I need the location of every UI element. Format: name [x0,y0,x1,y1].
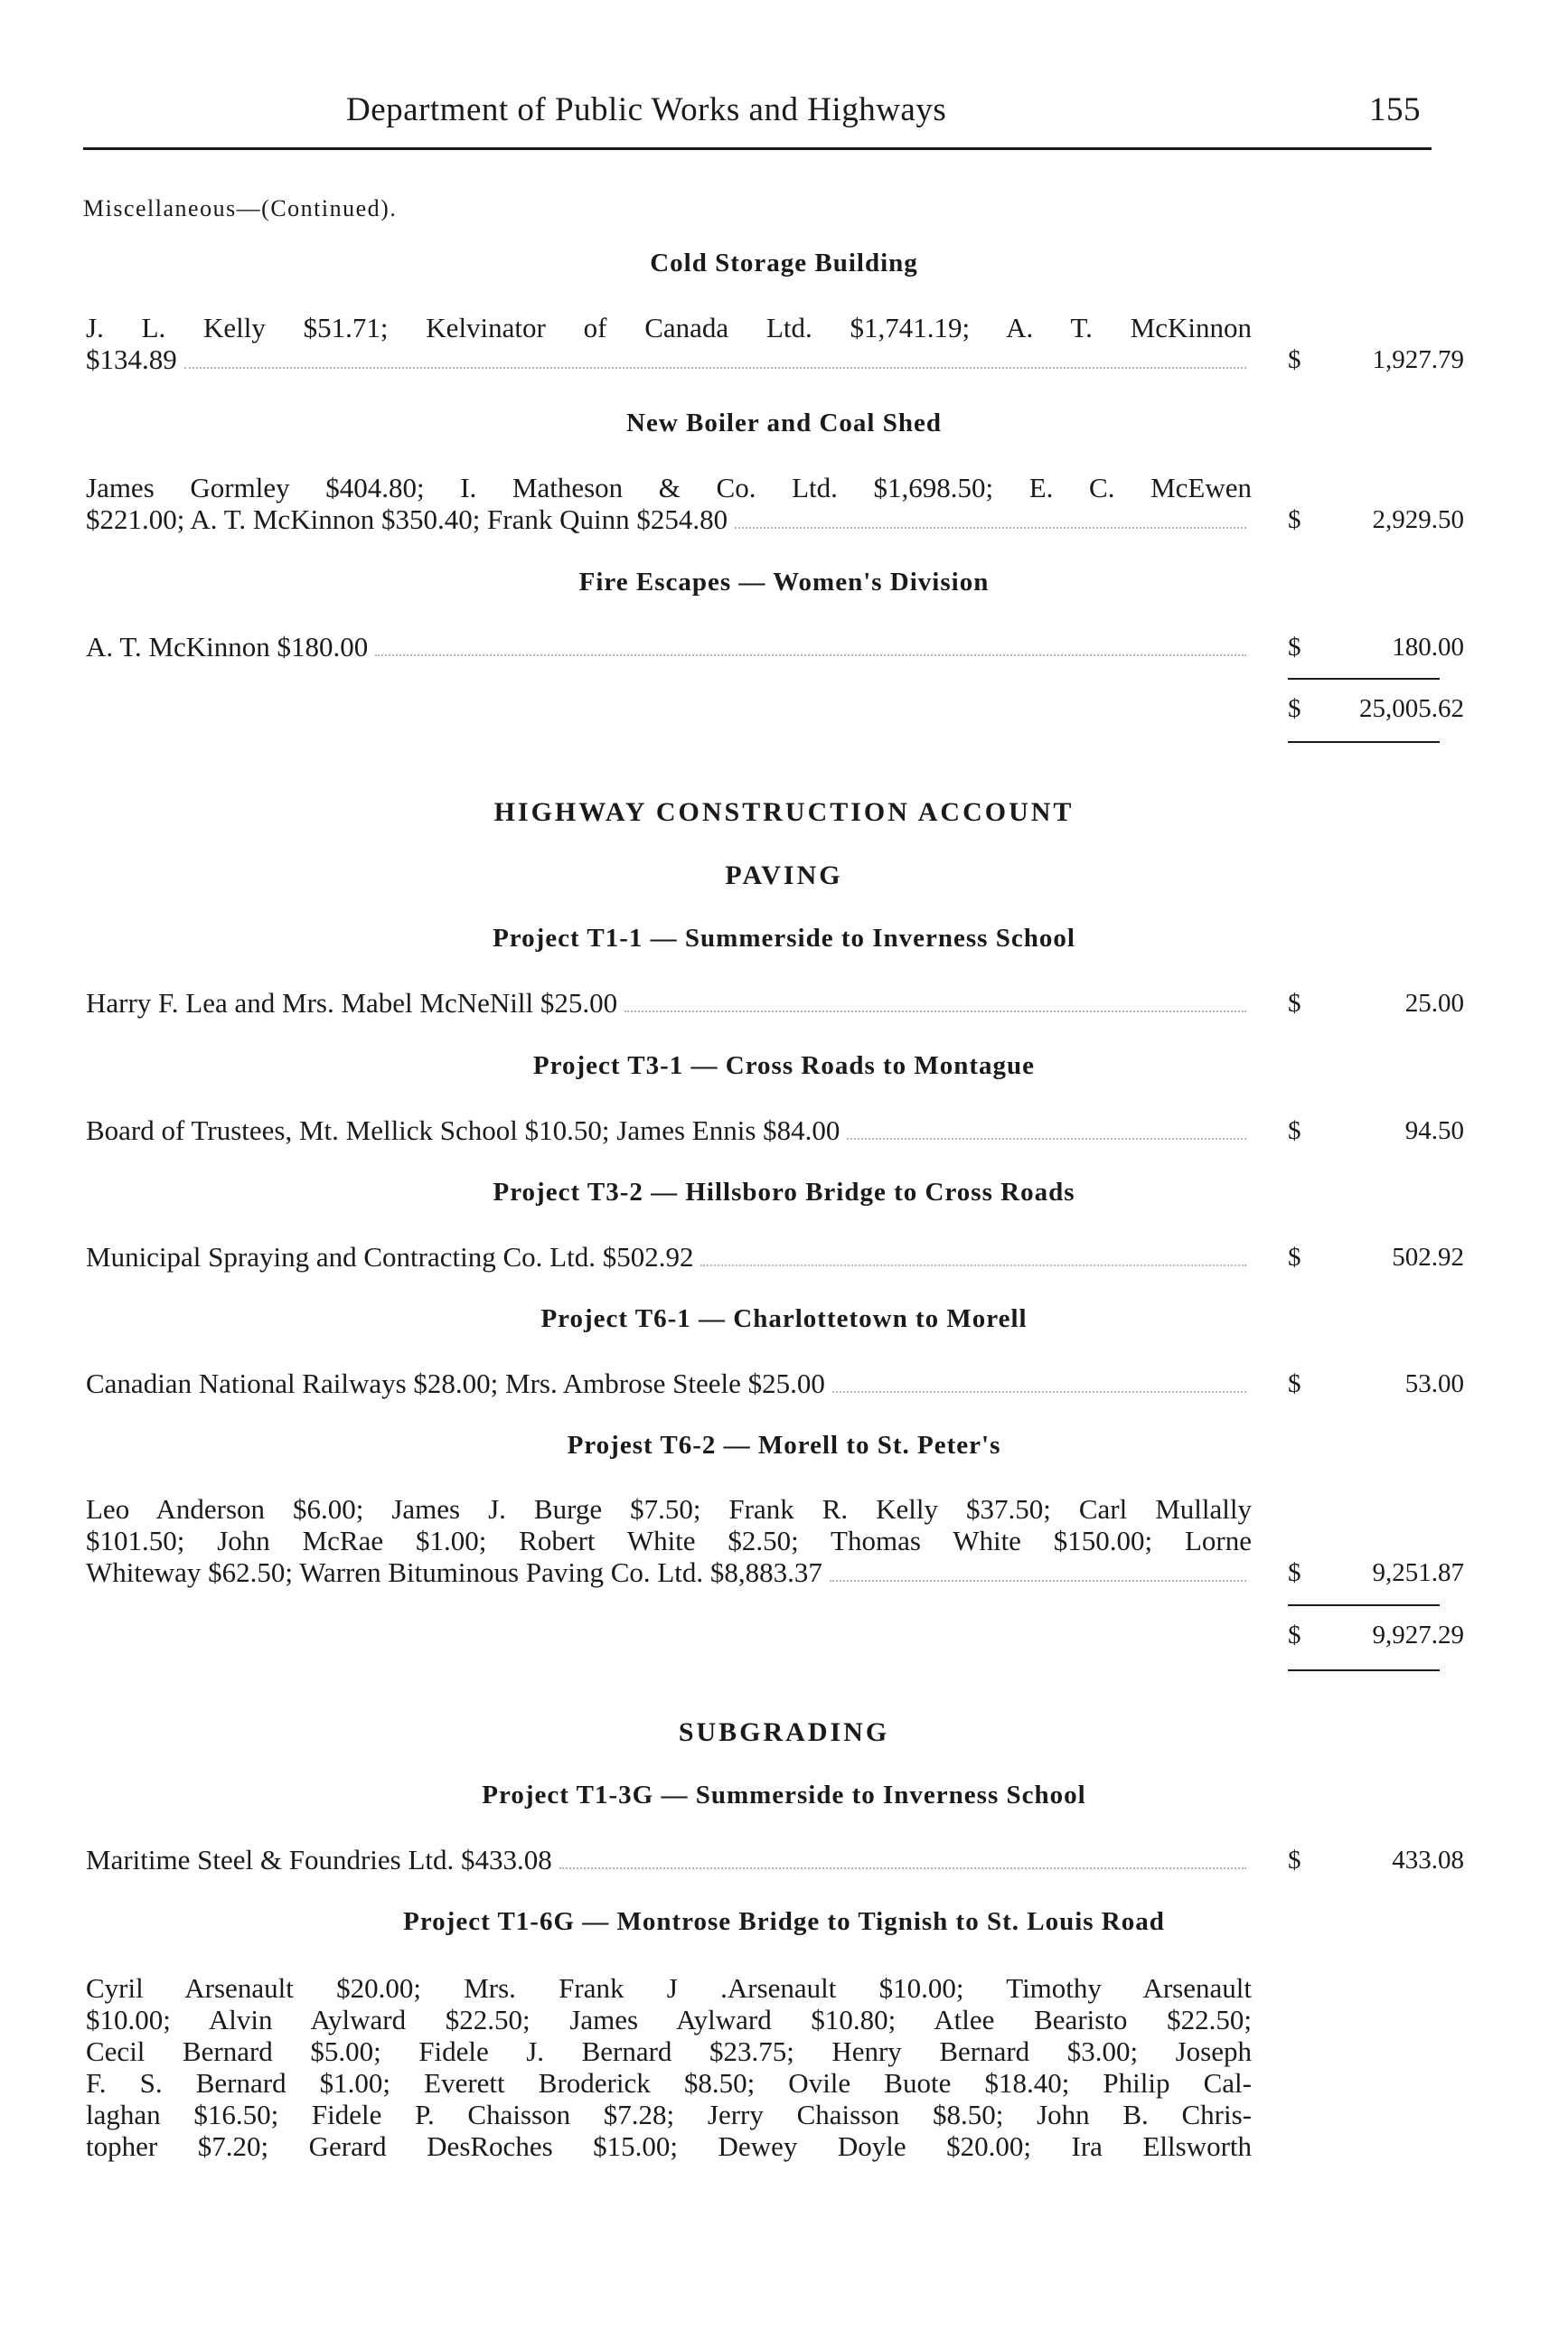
t6-1-heading: Project T6-1 — Charlottetown to Morell [540,1304,1028,1333]
cold-storage-line2 [86,343,1252,376]
t6-1-amount [1288,1369,1464,1399]
t1-1-line [86,987,1252,1020]
fire-escapes-line1 [86,631,1252,663]
currency-sign: $ [1288,1116,1301,1145]
currency-sign: $ [1288,1558,1301,1587]
currency-sign: $ [1288,345,1301,374]
t1-6g-line2: $10.00; Alvin Aylward $22.50; James Aylward $10.80; Atlee Bearisto $22.50; [86,2004,1252,2035]
t1-6g-line1: Cyril Arsenault $20.00; Mrs. Frank J .Arsenault $10.00; Timothy Arsenault [86,1972,1252,2004]
misc-heading: Miscellaneous—(Continued). [83,195,398,221]
boiler-amount [1288,505,1464,535]
leader-dots [847,1137,1246,1140]
amount-value: 180.00 [1392,633,1464,662]
amount-value: 94.50 [1404,1116,1464,1145]
leader-dots [559,1866,1246,1869]
t3-2-line [86,1241,1252,1274]
cold-storage-heading: Cold Storage Building [650,249,918,277]
t3-1-text: Board of Trustees, Mt. Mellick School $10.50; James Ennis $84.00 [86,1114,840,1146]
paving-total-amount [1288,1621,1464,1650]
t1-1-text: Harry F. Lea and Mrs. Mabel McNeNill $25.00 [86,987,618,1019]
leader-dots [624,1010,1246,1012]
header-rule [83,147,1432,150]
t1-6g-line6: topher $7.20; Gerard DesRoches $15.00; Dewey Doyle $20.00; Ira Ellsworth [86,2130,1252,2162]
subtotal-rule [1288,678,1440,680]
amount-value: 9,251.87 [1372,1558,1464,1587]
total-rule [1288,741,1440,743]
amount-value: 53.00 [1404,1369,1464,1398]
t6-2-line3-text: Whiteway $62.50; Warren Bituminous Paving Co. Ltd. $8,883.37 [86,1556,822,1588]
highway-section-title: HIGHWAY CONSTRUCTION ACCOUNT [493,797,1075,827]
t6-2-line1: Leo Anderson $6.00; James J. Burge $7.50; Frank R. Kelly $37.50; Carl Mullally [86,1493,1252,1525]
amount-value: 25.00 [1404,989,1464,1018]
leader-dots [700,1264,1246,1266]
currency-sign: $ [1288,1846,1301,1875]
boiler-heading: New Boiler and Coal Shed [626,409,942,437]
t1-6g-line4: F. S. Bernard $1.00; Everett Broderick $8.50; Ovile Buote $18.40; Philip Cal- [86,2067,1252,2099]
cold-storage-line2-text: $134.89 [86,343,177,375]
t1-6g-line3: Cecil Bernard $5.00; Fidele J. Bernard $23.75; Henry Bernard $3.00; Joseph [86,2035,1252,2067]
t3-2-amount [1288,1243,1464,1273]
t1-3g-line [86,1844,1252,1876]
amount-value: 9,927.29 [1372,1621,1464,1650]
currency-sign: $ [1288,1621,1301,1650]
currency-sign: $ [1288,633,1301,662]
t3-1-heading: Project T3-1 — Cross Roads to Montague [532,1051,1036,1080]
currency-sign: $ [1288,1243,1301,1272]
misc-total-amount [1288,694,1464,724]
t6-2-heading: Projest T6-2 — Morell to St. Peter's [567,1431,1001,1460]
subtotal-rule [1288,1604,1440,1606]
t6-2-amount [1288,1558,1464,1588]
currency-sign: $ [1288,694,1301,723]
currency-sign: $ [1288,1369,1301,1398]
subgrading-title: SUBGRADING [678,1717,890,1747]
t1-1-heading: Project T1-1 — Summerside to Inverness School [493,924,1075,953]
currency-sign: $ [1288,989,1301,1018]
amount-value: 25,005.62 [1359,694,1464,723]
page-header-title: Department of Public Works and Highways [346,91,947,128]
boiler-line2 [86,503,1252,536]
leader-dots [735,526,1246,529]
fire-line-text: A. T. McKinnon $180.00 [86,631,369,663]
currency-sign: $ [1288,505,1301,534]
t1-3g-text: Maritime Steel & Foundries Ltd. $433.08 [86,1844,552,1875]
fire-escapes-amount [1288,633,1464,663]
t1-6g-line5: laghan $16.50; Fidele P. Chaisson $7.28; Jerry Chaisson $8.50; John B. Chris- [86,2099,1252,2130]
page-number: 155 [1369,91,1421,128]
t6-2-line3 [86,1556,1252,1589]
fire-escapes-heading: Fire Escapes — Women's Division [578,568,990,597]
boiler-line2-text: $221.00; A. T. McKinnon $350.40; Frank Quinn $254.80 [86,503,728,535]
amount-value: 2,929.50 [1372,505,1464,534]
t6-1-text: Canadian National Railways $28.00; Mrs. Ambrose Steele $25.00 [86,1368,825,1399]
t6-2-line2: $101.50; John McRae $1.00; Robert White $2.50; Thomas White $150.00; Lorne [86,1525,1252,1556]
t3-1-line [86,1114,1252,1147]
boiler-line1: James Gormley $404.80; I. Matheson & Co. Ltd. $1,698.50; E. C. McEwen [86,472,1252,503]
amount-value: 433.08 [1392,1846,1464,1875]
leader-dots [830,1579,1246,1582]
amount-value: 502.92 [1392,1243,1464,1272]
leader-dots [375,653,1246,656]
t3-2-heading: Project T3-2 — Hillsboro Bridge to Cross Roads [493,1178,1075,1207]
total-rule [1288,1669,1440,1671]
t1-3g-amount [1288,1846,1464,1875]
amount-value: 1,927.79 [1372,345,1464,374]
leader-dots [832,1390,1246,1393]
t1-1-amount [1288,989,1464,1019]
t1-6g-heading: Project T1-6G — Montrose Bridge to Tignish to St. Louis Road [403,1907,1165,1936]
leader-dots [184,366,1246,369]
cold-storage-line1: J. L. Kelly $51.71; Kelvinator of Canada Ltd. $1,741.19; A. T. McKinnon [86,312,1252,343]
t3-1-amount [1288,1116,1464,1146]
cold-storage-amount [1288,345,1464,375]
t3-2-text: Municipal Spraying and Contracting Co. Ltd. $502.92 [86,1241,694,1273]
paving-title: PAVING [725,860,843,890]
t6-1-line [86,1368,1252,1400]
t1-3g-heading: Project T1-3G — Summerside to Inverness School [482,1781,1086,1810]
